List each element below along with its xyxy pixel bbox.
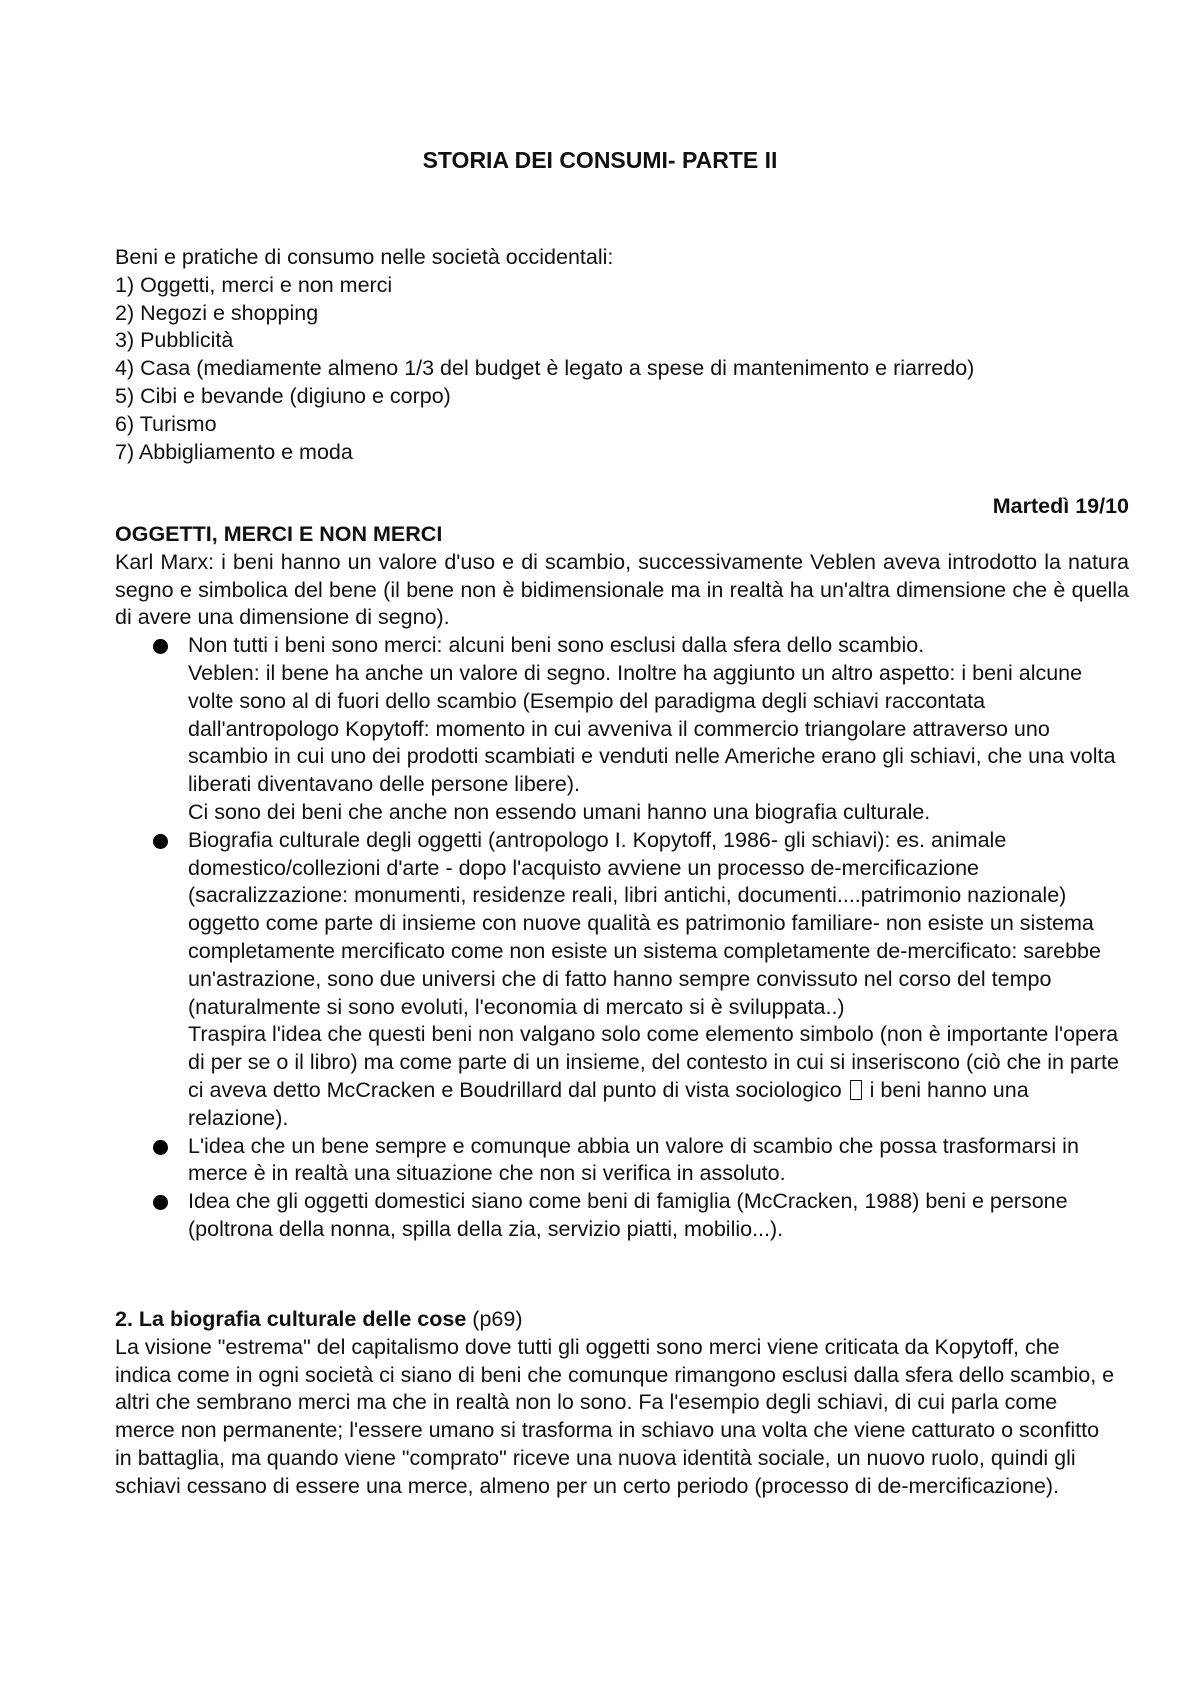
intro-item: 2) Negozi e shopping [115, 300, 319, 325]
bullet-item [115, 1188, 1129, 1244]
intro-item: 1) Oggetti, merci e non merci [115, 272, 393, 297]
bullet-text-part: Traspira l'idea che questi beni non valgano solo come elemento simbolo (non è importante l'opera di per se o il libro) ma come parte di un insieme, del contesto in cui si inseriscono (ciò che in parte ci aveva detto McCracken e Boudrillard dal punto di vista sociologico [188, 1022, 1119, 1102]
bullet-icon [153, 1140, 168, 1155]
bullet-text: Biografia culturale degli oggetti (antropologo I. Kopytoff, 1986- gli schiavi): es. animale domestico/collezioni d'arte - dopo l'acquisto avviene un processo de-mercificazione (sacralizzazione: monumenti, residenze reali, libri antichi, documenti....patrimonio nazionale) oggetto come parte di insieme con nuove qualità es patrimonio familiare- non esiste un sistema completamente mercificato come non esiste un sistema completamente de-mercificato: sarebbe un'astrazione, sono due universi che di fatto hanno sempre convissuto nel corso del tempo (naturalmente si sono evoluti, l'economia di mercato si è sviluppata..) [188, 827, 1101, 1019]
bullet-item [115, 827, 1129, 1133]
bullet-text: Veblen: il bene ha anche un valore di segno. Inoltre ha aggiunto un altro aspetto: i beni alcune volte sono al di fuori dello scambio (Esempio del paradigma degli schiavi raccontata dall'antropologo Kopytoff: momento in cui avveniva il commercio triangolare attraverso uno scambio in cui uno dei prodotti scambiati e venduti nelle Americhe erano gli schiavi, che una volta liberati diventavano delle persone libere). [188, 660, 1116, 797]
intro-item: 5) Cibi e bevande (digiuno e corpo) [115, 383, 451, 408]
section-paragraph: La visione "estrema" del capitalismo dove tutti gli oggetti sono merci viene criticata da Kopytoff, che indica come in ogni società ci siano di beni che comunque rimangono esclusi dalla sfera dello scambio, e altri che sembrano merci ma che in realtà non lo sono. Fa l'esempio degli schiavi, di cui parla come merce non permanente; l'essere umano si trasforma in schiavo una volta che viene catturato o sconfitto in battaglia, ma quando viene "comprato" riceve una nuova identità sociale, un nuovo ruolo, quindi gli schiavi cessano di essere una merce, almeno per un certo periodo (processo di de-mercificazione). [115, 1334, 1115, 1498]
bullet-text-part: i beni hanno una relazione). [188, 1077, 1029, 1130]
bullet-item [115, 1133, 1129, 1189]
intro-item: 4) Casa (mediamente almeno 1/3 del budget è legato a spese di mantenimento e riarredo) [115, 356, 975, 381]
intro-item: 6) Turismo [115, 411, 217, 436]
page-reference: (p69) [472, 1307, 523, 1331]
bullet-icon [153, 639, 168, 654]
bullet-text [188, 1021, 1129, 1132]
section-biografia-culturale [115, 1306, 1129, 1501]
missing-glyph-icon [850, 1080, 862, 1100]
intro-item: 7) Abbigliamento e moda [115, 439, 353, 464]
intro-item: 3) Pubblicità [115, 328, 234, 353]
bullet-icon [153, 1195, 168, 1210]
intro-heading: Beni e pratiche di consumo nelle società occidentali: [115, 245, 614, 269]
section-paragraph: Karl Marx: i beni hanno un valore d'uso e di scambio, successivamente Veblen aveva introdotto la natura segno e simbolica del bene (il bene non è bidimensionale ma in realtà ha un'altra dimensione che è quella di avere una dimensione di segno). [115, 549, 1129, 630]
bullet-text: Idea che gli oggetti domestici siano come beni di famiglia (McCracken, 1988) beni e persone (poltrona della nonna, spilla della zia, servizio piatti, mobilio...). [188, 1189, 1068, 1241]
bullet-icon [153, 834, 168, 849]
bullet-text: Ci sono dei beni che anche non essendo umani hanno una biografia culturale. [188, 799, 931, 824]
lesson-date: Martedì 19/10 [992, 494, 1129, 518]
section-heading: OGGETTI, MERCI E NON MERCI [115, 522, 443, 546]
section-heading [115, 1306, 1129, 1334]
bullet-item [115, 632, 1129, 827]
bullet-text: Non tutti i beni sono merci: alcuni beni sono esclusi dalla sfera dello scambio. [188, 633, 925, 658]
section-heading-title: 2. La biografia culturale delle cose [115, 1307, 467, 1331]
intro-list [115, 244, 1105, 466]
bullet-list [115, 632, 1129, 1244]
section-oggetti-merci [115, 521, 1129, 1244]
bullet-text: L'idea che un bene sempre e comunque abbia un valore di scambio che possa trasformarsi in merce è in realtà una situazione che non si verifica in assoluto. [188, 1133, 1079, 1186]
document-title: STORIA DEI CONSUMI- PARTE II [422, 147, 778, 173]
